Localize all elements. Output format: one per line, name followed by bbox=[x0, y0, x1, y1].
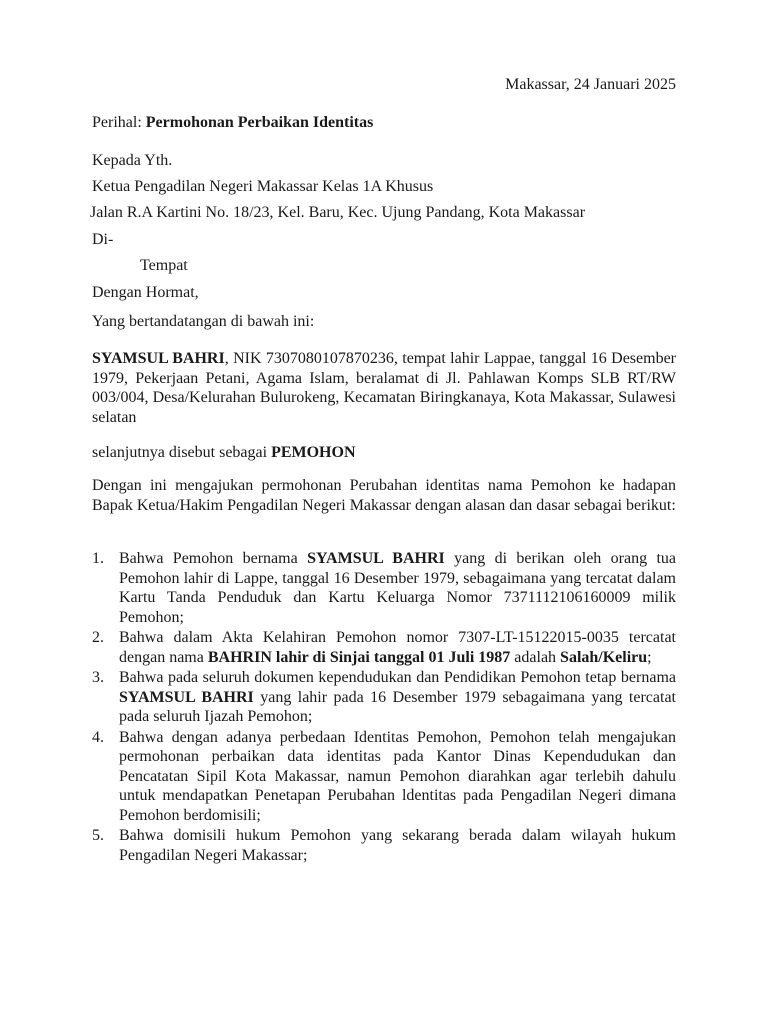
reason-text: yang di berikan oleh orang tua Pemohon lahir di Lappe, tanggal 16 Desember 1979, sebagaimana yang tercatat dalam Kartu Tanda Penduduk dan Kartu Keluarga Nomor 7371112106160009 milik Pemohon; bbox=[119, 550, 677, 626]
signatory-intro: Yang bertandatangan di bawah ini: bbox=[92, 313, 315, 330]
reason-text: Bahwa dengan adanya perbedaan Identitas Pemohon, Pemohon telah mengajukan permohonan perbaikan data identitas pada Kantor Dinas Kependudukan dan Pencatatan Sipil Kota Makassar, namun Pemohon diarahkan agar terlebih dahulu untuk mendapatkan Penetapan Perubahan ldentitas pada Pengadilan Negeri dimana Pemohon berdomisili; bbox=[119, 728, 676, 824]
reason-text: Bahwa dalam Akta Kelahiran Pemohon nomor 7307-LT-15122015-0035 tercatat dengan nama bbox=[119, 629, 676, 666]
reason-bold: SYAMSUL BAHRI bbox=[307, 550, 445, 567]
recipient-address: Jalan R.A Kartini No. 18/23, Kel. Baru, Kec. Ujung Pandang, Kota Makassar bbox=[90, 204, 586, 221]
pemohon-details: , NIK 7307080107870236, tempat lahir Lappae, tanggal 16 Desember 1979, Pekerjaan Petani, Agama Islam, beralamat di Jl. Pahlawan Komps SLB RT/RW 003/004, Desa/Kelurahan Bulurokeng, Kecamatan Biringkanaya, Kota Makassar, Sulawesi selatan bbox=[92, 350, 677, 426]
reason-bold: BAHRIN lahir di Sinjai tanggal 01 Juli 1987 bbox=[207, 648, 511, 666]
recipient-tempat: Tempat bbox=[140, 257, 188, 274]
pemohon-label: PEMOHON bbox=[271, 444, 356, 461]
reason-text: Bahwa domisili hukum Pemohon yang sekarang berada dalam wilayah hukum Pengadilan Negeri Makassar; bbox=[119, 827, 676, 864]
perihal-label: Perihal: bbox=[92, 114, 146, 131]
recipient-greeting: Kepada Yth. bbox=[92, 152, 173, 169]
reason-text: Bahwa Pemohon bernama bbox=[119, 550, 308, 567]
pemohon-name: SYAMSUL BAHRI bbox=[92, 350, 225, 367]
list-item bbox=[92, 728, 676, 826]
reason-bold: Salah/Keliru bbox=[560, 648, 648, 666]
reason-text: adalah bbox=[510, 648, 561, 666]
list-item bbox=[92, 826, 676, 865]
recipient-di: Di- bbox=[92, 231, 114, 248]
petition-intro-paragraph: Dengan ini mengajukan permohonan Perubahan identitas nama Pemohon ke hadapan Bapak Ketua/Hakim Pengadilan Negeri Makassar dengan alasan dan dasar sebagai berikut: bbox=[92, 477, 676, 514]
list-number: 1. bbox=[92, 550, 104, 567]
perihal-line bbox=[92, 113, 373, 133]
list-number: 4. bbox=[92, 728, 104, 746]
designation-text: selanjutnya disebut sebagai bbox=[92, 444, 272, 461]
perihal-subject: Permohonan Perbaikan Identitas bbox=[145, 114, 374, 131]
list-item bbox=[92, 549, 676, 627]
list-item bbox=[92, 628, 676, 667]
reason-bold: SYAMSUL BAHRI bbox=[119, 688, 254, 706]
pemohon-identity-paragraph bbox=[92, 349, 676, 427]
list-number: 5. bbox=[92, 827, 104, 844]
list-item bbox=[92, 668, 676, 727]
reason-text: ; bbox=[647, 648, 652, 666]
pemohon-designation bbox=[92, 443, 676, 463]
salutation: Dengan Hormat, bbox=[92, 284, 199, 301]
reason-text: yang lahir pada 16 Desember 1979 sebagaimana yang tercatat pada seluruh Ijazah Pemohon; bbox=[119, 688, 676, 725]
recipient-name: Ketua Pengadilan Negeri Makassar Kelas 1A Khusus bbox=[92, 178, 434, 195]
list-number: 3. bbox=[92, 669, 104, 686]
list-number: 2. bbox=[92, 629, 104, 646]
place-date: Makassar, 24 Januari 2025 bbox=[505, 76, 676, 93]
reasons-list bbox=[92, 549, 676, 866]
reason-text: Bahwa pada seluruh dokumen kependudukan dan Pendidikan Pemohon tetap bernama bbox=[119, 669, 676, 686]
